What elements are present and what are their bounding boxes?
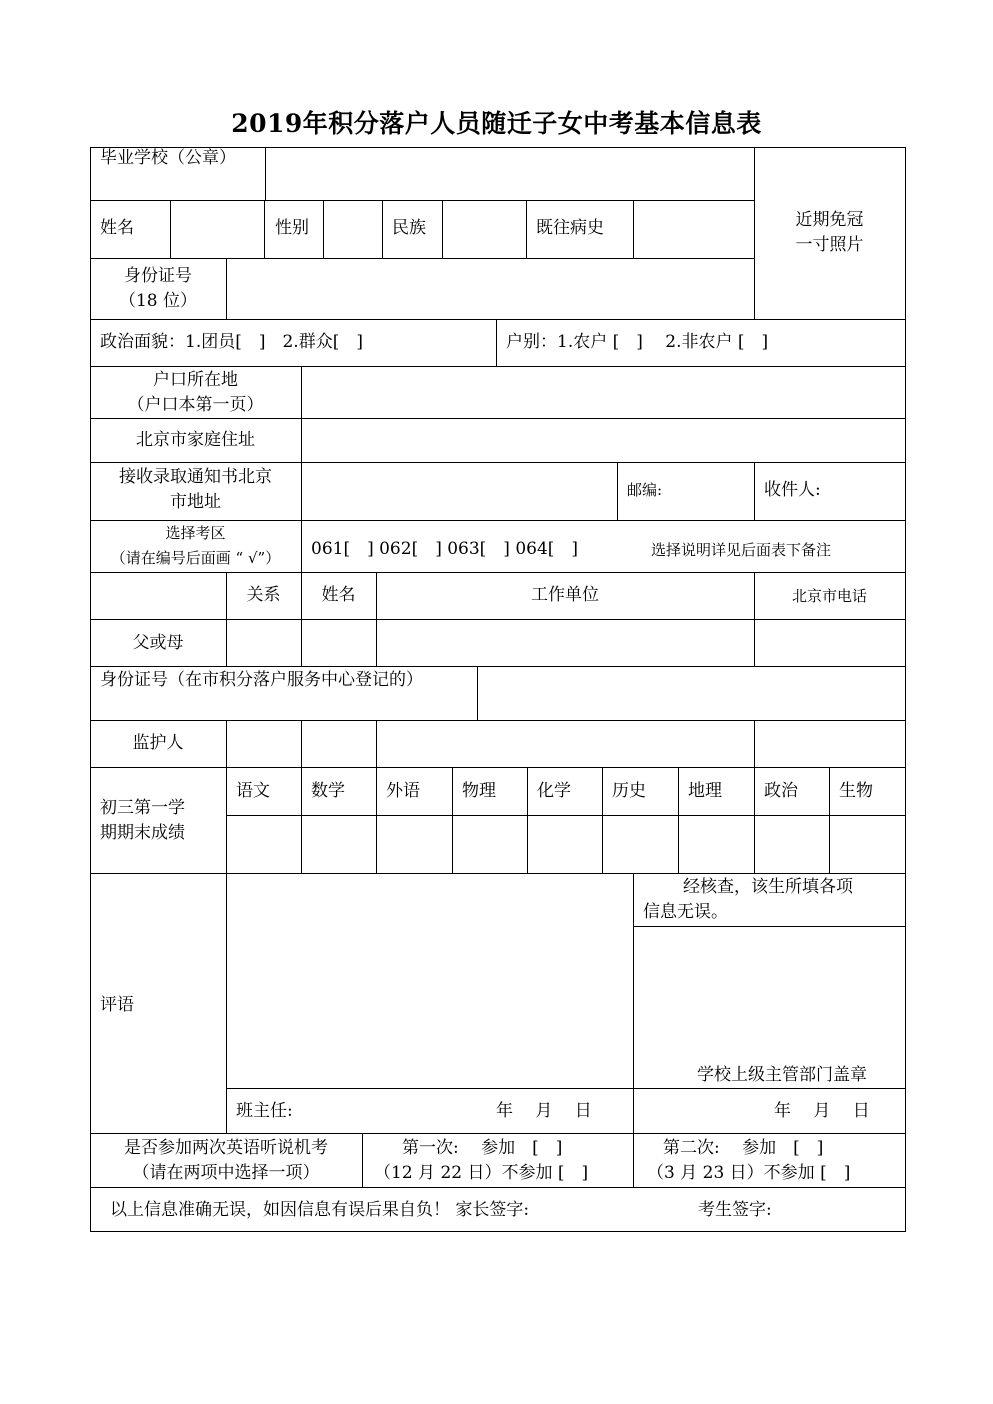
photo-placeholder-line2: 一寸照片 bbox=[795, 235, 864, 255]
stamp-label: 学校上级主管部门盖章 bbox=[697, 1065, 867, 1085]
second-exam-attend: 第二次: 参加 [ ] bbox=[663, 1138, 824, 1158]
district-options: 061[ ] 062[ ] 063[ ] 064[ ] bbox=[311, 539, 579, 559]
first-exam-attend: 第一次: 参加 [ ] bbox=[402, 1138, 563, 1158]
mail-address-label-line2: 市地址 bbox=[170, 492, 221, 512]
zip-code-label: 邮编: bbox=[627, 481, 663, 499]
listening-question-line1: 是否参加两次英语听说机考 bbox=[124, 1138, 328, 1158]
name-label: 姓名 bbox=[100, 218, 134, 238]
ethnic-label: 民族 bbox=[392, 218, 426, 238]
border-right bbox=[905, 147, 906, 1232]
stamp-date: 年 月 日 bbox=[774, 1101, 870, 1121]
subject-geography: 地理 bbox=[688, 781, 722, 801]
grades-label-line1: 初三第一学 bbox=[100, 798, 185, 818]
family-name-header: 姓名 bbox=[321, 585, 356, 605]
beijing-address-label: 北京市家庭住址 bbox=[136, 430, 255, 450]
phone-header: 北京市电话 bbox=[791, 587, 867, 605]
declaration-parent-signature: 以上信息准确无误，如因信息有误后果自负！ 家长签字: bbox=[110, 1200, 530, 1220]
id-label-line1: 身份证号 bbox=[124, 266, 192, 286]
subject-chinese: 语文 bbox=[236, 781, 270, 801]
district-label-line2: （请在编号后面画 “ √”） bbox=[110, 549, 281, 567]
parent-id-label: 身份证号（在市积分落户服务中心登记的） bbox=[100, 670, 423, 690]
subject-biology: 生物 bbox=[839, 781, 873, 801]
border-bottom bbox=[90, 1231, 906, 1232]
subject-physics: 物理 bbox=[462, 781, 496, 801]
photo-placeholder-line1: 近期免冠 bbox=[795, 210, 864, 230]
verify-text-line1: 经核查，该生所填各项 bbox=[683, 877, 853, 897]
medical-history-label: 既往病史 bbox=[536, 218, 604, 238]
review-label: 评语 bbox=[100, 995, 134, 1015]
id-label-line2: （18 位） bbox=[118, 291, 198, 311]
second-exam-skip: （3 月 23 日）不参加 [ ] bbox=[647, 1163, 851, 1183]
verify-text-line2: 信息无误。 bbox=[643, 902, 728, 922]
gender-label: 性别 bbox=[275, 218, 309, 238]
district-note: 选择说明详见后面表下备注 bbox=[651, 541, 832, 559]
head-teacher-label: 班主任: bbox=[236, 1101, 293, 1121]
school-label: 毕业学校（公章） bbox=[100, 148, 236, 168]
hukou-label-line2: （户口本第一页） bbox=[127, 395, 264, 415]
district-label-line1: 选择考区 bbox=[165, 524, 226, 542]
student-signature-label: 考生签字: bbox=[698, 1200, 772, 1220]
parent-label: 父或母 bbox=[132, 633, 184, 653]
household-type: 户别：1.农户 [ ] 2.非农户 [ ] bbox=[506, 332, 769, 352]
first-exam-skip: （12 月 22 日）不参加 [ ] bbox=[374, 1163, 589, 1183]
subject-history: 历史 bbox=[612, 781, 646, 801]
subject-math: 数学 bbox=[311, 781, 345, 801]
hukou-label-line1: 户口所在地 bbox=[153, 370, 238, 390]
recipient-label: 收件人: bbox=[764, 480, 821, 500]
grades-label-line2: 期期末成绩 bbox=[100, 823, 185, 843]
relation-header: 关系 bbox=[246, 585, 281, 605]
teacher-date: 年 月 日 bbox=[496, 1101, 592, 1121]
listening-question-line2: （请在两项中选择一项） bbox=[132, 1163, 320, 1183]
political-status: 政治面貌：1.团员[ ] 2.群众[ ] bbox=[100, 332, 363, 352]
subject-politics: 政治 bbox=[764, 781, 798, 801]
guardian-label: 监护人 bbox=[132, 733, 184, 753]
subject-foreign-language: 外语 bbox=[386, 781, 420, 801]
subject-chemistry: 化学 bbox=[537, 781, 571, 801]
page-title: 2019年积分落户人员随迁子女中考基本信息表 bbox=[231, 109, 762, 138]
work-unit-header: 工作单位 bbox=[531, 585, 599, 605]
mail-address-label-line1: 接收录取通知书北京 bbox=[119, 467, 272, 487]
